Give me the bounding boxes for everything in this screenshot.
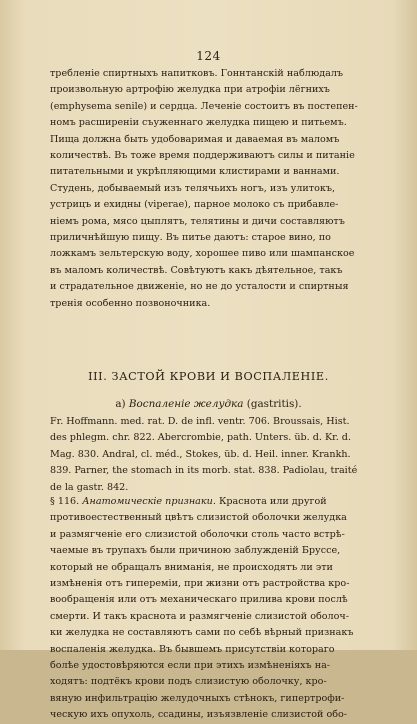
text-line: измѣненія отъ гипереміи, при жизни отъ растройства кро- [50, 578, 350, 590]
subsection-latin: (gastritis). [246, 398, 302, 410]
paragraph-references [50, 414, 380, 496]
text-line: тренія особенно позвоночника. [50, 297, 211, 309]
section-heading: III. ЗАСТОЙ КРОВИ И ВОСПАЛЕНІЕ. [88, 370, 329, 383]
text-line: вообращенія или отъ механическаго прилива крови послѣ [50, 594, 348, 606]
reference-line: Mag. 830. Andral, cl. méd., Stokes, üb. d. Heil. inner. Krankh. [50, 448, 351, 460]
text-line: питательными и укрѣпляющими клистирами и ваннами. [50, 166, 340, 178]
text-line: Студень, добываемый изъ телячьихъ ногъ, изъ улитокъ, [50, 182, 336, 194]
text-line-first [50, 494, 380, 510]
text-line: номъ расширеніи съуженнаго желудка пищею и питьемъ. [50, 117, 347, 129]
text-line: и размягченіе его слизистой оболочки столь часто встрѣ- [50, 528, 345, 540]
text-line: противоестественный цвѣтъ слизистой оболочки желудка [50, 512, 347, 524]
section-number: § 116. [50, 496, 80, 507]
text-line: требленіе спиртныхъ напитковъ. Гоннтанскій наблюдалъ [50, 68, 344, 79]
text-line: чаемые въ трупахъ были причиною заблужденій Бруссе, [50, 545, 341, 557]
text-line: воспаленія желудка. Въ бывшемъ присутствіи котораго [50, 643, 335, 655]
page-number: 124 [196, 49, 221, 63]
reference-line: 839. Parner, the stomach in its morb. stat. 838. Padiolau, traité [50, 465, 358, 477]
reference-line: Fr. Hoffmann. med. rat. D. de infl. ventr. 706. Broussais, Hist. [50, 416, 350, 427]
subsection-heading [0, 398, 417, 410]
paragraph-lead: Анатомическіе признаки. [82, 496, 216, 507]
text-line: произвольную артрофію желудка при атрофіи лёгнихъ [50, 84, 330, 96]
text-line: (emphysema senile) и сердца. Леченіе состоитъ въ постепен- [50, 100, 358, 112]
text-line: устрицъ и ехидны (viperae), парное молоко съ прибавле- [50, 199, 339, 211]
subsection-title: Воспаленіе желудка [128, 398, 244, 410]
text-line: ходятъ: подтёкъ крови подъ слизистую оболочку, кро- [50, 676, 327, 688]
text-line: въ маломъ количествѣ. Совѣтуютъ какъ дѣятельное, такъ [50, 264, 343, 276]
text-line: ніемъ рома, мясо цыплятъ, телятины и дичи составляютъ [50, 215, 345, 227]
text-line: который не обращалъ вниманія, не происходятъ ли эти [50, 561, 333, 573]
paragraph-anatomical-signs [50, 494, 380, 724]
text-line: ложкамъ зельтерскую воду, хорошее пиво или шампанское [50, 248, 355, 260]
text-line: ческую ихъ опухоль, ссадины, изъязвленіе слизистой обо- [50, 709, 348, 721]
text-line: Пища должна быть удобоваримая и даваемая въ маломъ [50, 133, 340, 145]
text-line: болѣе удостовѣряются если при этихъ измѣненіяхъ на- [50, 660, 331, 672]
subsection-prefix: a) [115, 398, 126, 410]
text-line: количествѣ. Въ тоже время поддерживаютъ силы и питаніе [50, 150, 355, 162]
text-line: и страдательное движеніе, но не до усталости и спиртныя [50, 281, 349, 293]
first-line-rest: Краснота или другой [218, 496, 327, 507]
reference-line: des phlegm. chr. 822. Abercrombie, path. Unters. üb. d. Kr. d. [50, 432, 351, 444]
reference-line: de la gastr. 842. [50, 481, 129, 493]
text-line: ки желудка не составляютъ сами по себѣ вѣрный признакъ [50, 627, 354, 639]
paragraph-treatment [50, 66, 380, 312]
text-line: вяную инфильтрацію желудочныхъ стѣнокъ, гипертрофи- [50, 692, 345, 704]
text-line: приличнѣйшую пищу. Въ питье даютъ: старое вино, по [50, 232, 331, 244]
text-line: смерти. И такъ краснота и размягченіе слизистой оболоч- [50, 610, 349, 622]
